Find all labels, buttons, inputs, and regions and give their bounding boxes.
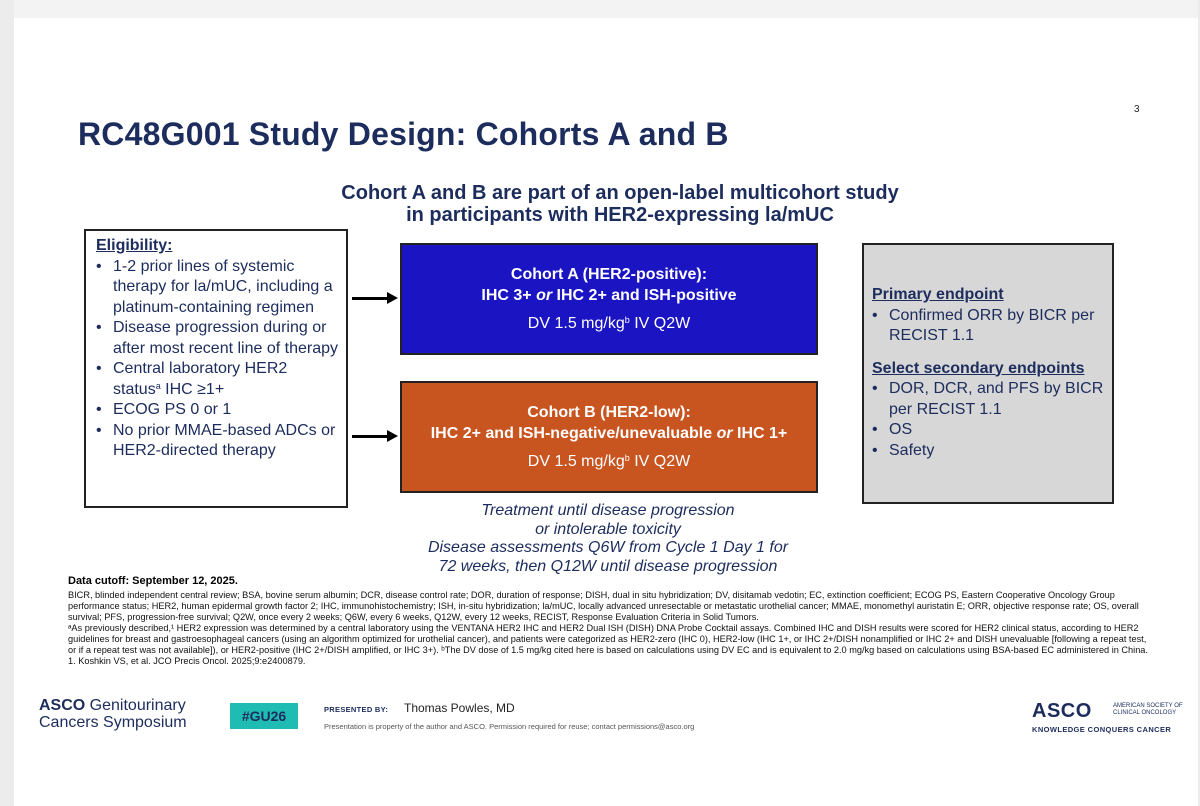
primary-endpoint-list xyxy=(872,306,1104,347)
asco-tagline: KNOWLEDGE CONQUERS CANCER xyxy=(1032,725,1172,734)
footnote-a: ᵃAs previously described,¹ HER2 expression was determined by a central laboratory using the VENTANA HER2 IHC and HER2 Dual ISH (DISH) DNA Probe Cocktail assays. Combined IHC and DISH results were scored for HER2 clinical status, according to HER2 guidelines for breast and gastroesophageal cancers (using an algorithm optimized for urothelial cancer), and patients were categorized as HER2-zero (IHC 0), HER2-low (IHC 1+, or IHC 2+/DISH nonamplified or IHC 2+ and DISH unevaluable [following a repeat test, or if a repeat test was not available]), or HER2-positive (IHC 2+/DISH amplified, or IHC 3+). ᵇThe DV dose of 1.5 mg/kg cited here is based on calculations using DV EC and is equivalent to 2.0 mg/kg based on calculations using BSA-based EC administered in China. xyxy=(68,623,1148,655)
cohort-b-dose-value: DV 1.5 mg/kg xyxy=(527,453,625,470)
footnotes xyxy=(68,590,1148,667)
logo-line2-text: Cancers Symposium xyxy=(39,714,187,731)
eligibility-box xyxy=(84,229,348,508)
endpoint-item: • DOR, DCR, and PFS by BICR per RECIST 1.1 xyxy=(872,379,1104,420)
page-number: 3 xyxy=(1134,104,1140,115)
asco-logo-word: ASCO xyxy=(1032,700,1092,722)
treatment-line-4: 72 weeks, then Q12W until disease progression xyxy=(438,557,778,575)
logo-asco-text: ASCO xyxy=(39,697,86,714)
endpoint-item: • Safety xyxy=(872,441,1104,462)
cohort-a-dose-schedule: IV Q2W xyxy=(629,315,691,332)
eligibility-item-text: Central laboratory HER2 status xyxy=(113,360,288,398)
top-strip xyxy=(14,0,1198,18)
cohort-b-title: Cohort B (HER2-low): xyxy=(527,404,691,421)
treatment-line-1: Treatment until disease progression xyxy=(481,502,735,519)
cohort-b-criteria xyxy=(402,424,816,445)
cohort-a-criteria xyxy=(402,286,816,307)
secondary-endpoints-list xyxy=(872,379,1104,461)
endpoint-item: • Confirmed ORR by BICR per RECIST 1.1 xyxy=(872,306,1104,347)
arrow-to-cohort-b xyxy=(352,435,388,438)
cohort-a-box xyxy=(400,243,818,355)
cohort-b-criteria-or: or xyxy=(716,424,733,442)
slide xyxy=(14,0,1198,806)
slide-subtitle xyxy=(200,182,1040,226)
asco-logo xyxy=(1032,700,1183,734)
treatment-line-3: Disease assessments Q6W from Cycle 1 Day 1 for xyxy=(427,539,789,556)
eligibility-item-text-rest: IHC ≥1+ xyxy=(160,380,225,398)
eligibility-list xyxy=(96,257,338,462)
hashtag-badge: #GU26 xyxy=(230,703,298,729)
asco-society-name: AMERICAN SOCIETY OF CLINICAL ONCOLOGY xyxy=(1113,703,1183,716)
subtitle-line-2: in participants with HER2-expressing la/mUC xyxy=(406,204,834,226)
eligibility-item: • Disease progression during or after most recent line of therapy xyxy=(96,318,338,359)
cohort-b-dose xyxy=(402,452,816,473)
footnote-marker-b: b xyxy=(624,453,630,463)
presented-by-label: PRESENTED BY: xyxy=(324,705,389,714)
arrow-to-cohort-a xyxy=(352,297,388,300)
footnote-marker-a: a xyxy=(155,380,161,391)
eligibility-item: • No prior MMAE-based ADCs or HER2-directed therapy xyxy=(96,421,338,462)
reference: 1. Koshkin VS, et al. JCO Precis Oncol. 2025;9:e2400879. xyxy=(68,656,306,666)
treatment-note xyxy=(394,502,822,576)
eligibility-item: • ECOG PS 0 or 1 xyxy=(96,400,338,421)
treatment-line-2: or intolerable toxicity xyxy=(535,520,681,538)
abbreviations-note: BICR, blinded independent central review; BSA, bovine serum albumin; DCR, disease control rate; DOR, duration of response; DISH, dual in situ hybridization; DV, disitamab vedotin; EC, extinction coefficient; ECOG PS, Eastern Cooperative Oncology Group performance status; HER2, human epidermal growth factor 2; IHC, immunohistochemistry; ISH, in-situ hybridization; la/mUC, locally advanced unresectable or metastatic urothelial cancer; MMAE, monomethyl auristatin E; ORR, objective response rate; OS, overall survival; PFS, progression-free survival; Q2W, once every 2 weeks; Q6W, every 6 weeks, Q12W, every 12 weeks, RECIST, Response Evaluation Criteria in Solid Tumors. xyxy=(68,590,1139,622)
footnote-marker-b: b xyxy=(624,315,630,325)
subtitle-line-1: Cohort A and B are part of an open-label multicohort study xyxy=(341,182,899,204)
asco-gu-logo xyxy=(39,698,187,731)
cohort-a-criteria-or: or xyxy=(536,286,553,304)
endpoints-box xyxy=(862,243,1114,504)
cohort-b-box xyxy=(400,381,818,493)
secondary-endpoints-heading: Select secondary endpoints xyxy=(872,359,1085,377)
cohort-a-dose xyxy=(402,314,816,335)
cohort-b-criteria-part1: IHC 2+ and ISH-negative/unevaluable xyxy=(430,424,717,442)
cohort-b-criteria-part2: IHC 1+ xyxy=(732,424,788,442)
property-notice: Presentation is property of the author and ASCO. Permission required for reuse; contact permissions@asco.org xyxy=(324,722,695,731)
eligibility-heading: Eligibility: xyxy=(96,237,173,254)
eligibility-item xyxy=(96,359,338,400)
primary-endpoint-heading: Primary endpoint xyxy=(872,286,1004,303)
data-cutoff: Data cutoff: September 12, 2025. xyxy=(68,575,238,587)
cohort-a-criteria-part2: IHC 2+ and ISH-positive xyxy=(552,286,737,304)
logo-line1-text: Genitourinary xyxy=(85,697,186,714)
cohort-b-dose-schedule: IV Q2W xyxy=(629,453,691,470)
slide-title: RC48G001 Study Design: Cohorts A and B xyxy=(78,116,729,152)
presenter-name: Thomas Powles, MD xyxy=(404,701,515,715)
cohort-a-dose-value: DV 1.5 mg/kg xyxy=(527,315,625,332)
cohort-a-criteria-part1: IHC 3+ xyxy=(481,286,537,304)
eligibility-item: • 1-2 prior lines of systemic therapy for la/mUC, including a platinum-containing regimen xyxy=(96,257,338,319)
cohort-a-title: Cohort A (HER2-positive): xyxy=(510,266,708,283)
endpoint-item: • OS xyxy=(872,420,1104,441)
